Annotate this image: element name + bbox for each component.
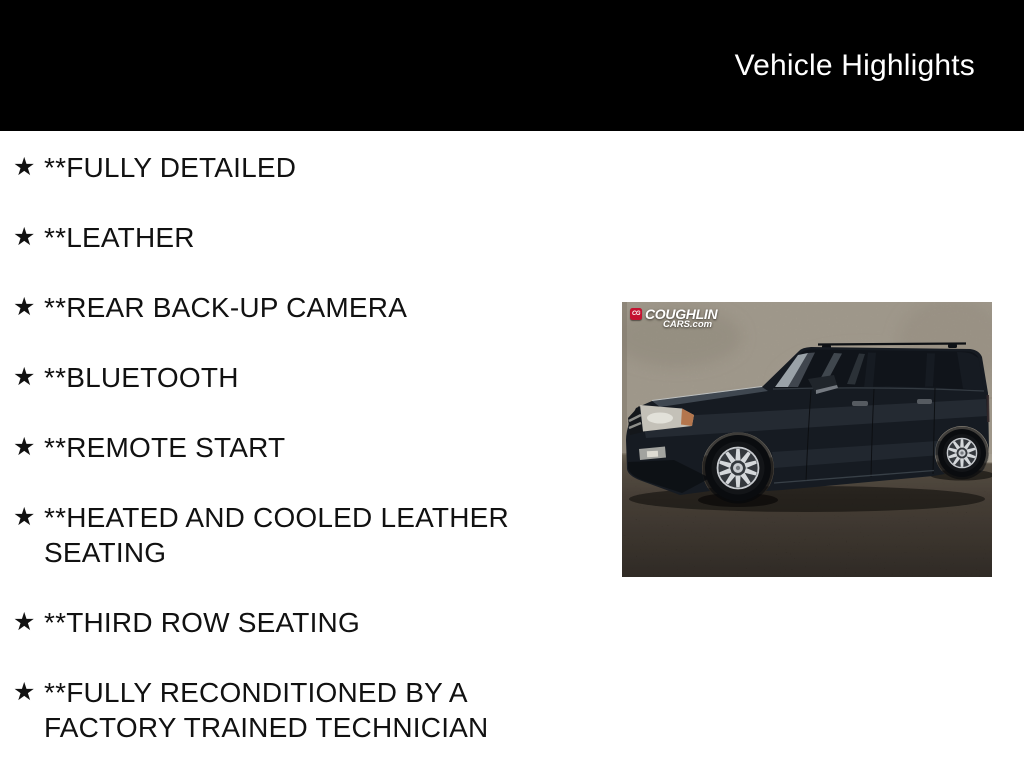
rear-wheel — [938, 429, 986, 477]
star-bullet-icon: ★ — [13, 363, 36, 391]
star-bullet-icon: ★ — [13, 678, 36, 706]
highlight-item — [13, 360, 558, 395]
front-wheel — [705, 435, 771, 501]
highlights-list — [13, 150, 558, 780]
highlight-item — [13, 150, 558, 185]
watermark-brand: COUGHLIN — [645, 306, 718, 322]
highlight-item — [13, 675, 558, 745]
highlight-text: **THIRD ROW SEATING — [44, 607, 360, 638]
star-bullet-icon: ★ — [13, 153, 36, 181]
header-bar — [0, 0, 1024, 131]
highlight-item — [13, 220, 558, 255]
highlight-item — [13, 430, 558, 465]
highlight-item — [13, 290, 558, 325]
page-title: Vehicle Highlights — [734, 48, 975, 82]
highlight-text: **HEATED AND COOLED LEATHER SEATING — [44, 502, 509, 568]
vehicle-photo-scene — [622, 302, 992, 577]
front-door-handle — [852, 401, 868, 406]
star-bullet-icon: ★ — [13, 223, 36, 251]
star-bullet-icon: ★ — [13, 293, 36, 321]
highlight-text: **LEATHER — [44, 222, 195, 253]
highlight-text: **REMOTE START — [44, 432, 286, 463]
windows — [773, 350, 984, 392]
star-bullet-icon: ★ — [13, 503, 36, 531]
highlight-text: **BLUETOOTH — [44, 362, 239, 393]
highlight-text: **FULLY DETAILED — [44, 152, 297, 183]
star-bullet-icon: ★ — [13, 608, 36, 636]
watermark-domain: CARS.com — [663, 319, 713, 330]
coughlin-monogram: CG — [632, 311, 640, 317]
taillight — [987, 395, 990, 422]
highlight-text: **REAR BACK-UP CAMERA — [44, 292, 408, 323]
highlight-item — [13, 605, 558, 640]
highlight-text: **FULLY RECONDITIONED BY A FACTORY TRAINED TECHNICIAN — [44, 677, 489, 743]
star-bullet-icon: ★ — [13, 433, 36, 461]
rear-door-handle — [917, 399, 932, 404]
vehicle-photo — [622, 302, 992, 577]
highlight-item — [13, 500, 558, 570]
